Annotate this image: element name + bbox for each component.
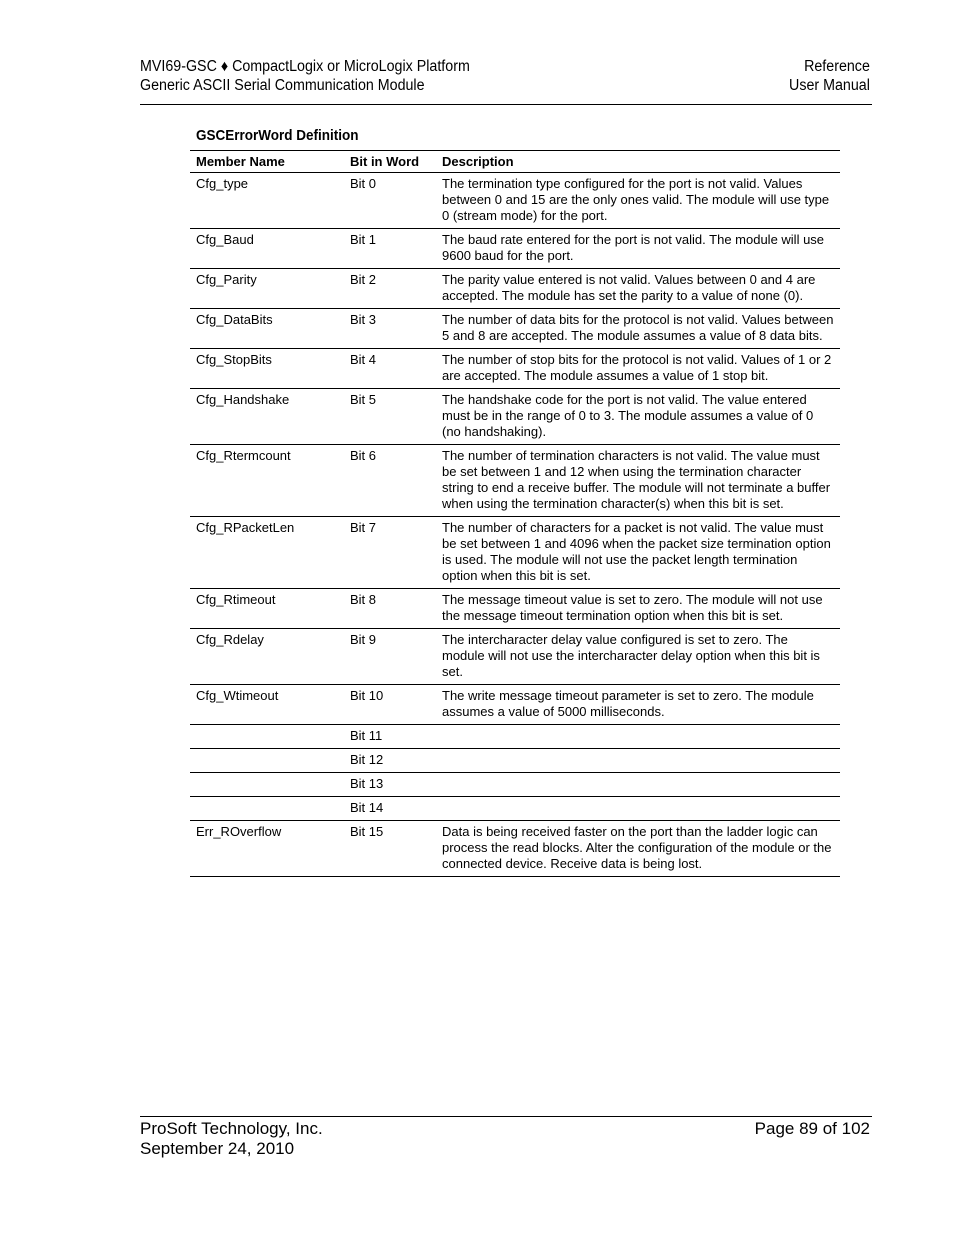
- description-cell: The number of termination characters is not valid. The value must be set between 1 and 12 when using the termination character string to end a receive buffer. The module will not terminate a buffer when using the termination character(s) when this bit is set.: [436, 445, 840, 517]
- member-name-cell: [190, 773, 344, 797]
- table-row: [190, 685, 840, 725]
- description-cell: The baud rate entered for the port is not valid. The module will use 9600 baud for the port.: [436, 229, 840, 269]
- description-cell: Data is being received faster on the port than the ladder logic can process the read blocks. Alter the configuration of the module or the connected device. Receive data is being lost.: [436, 821, 840, 877]
- member-name-cell: [190, 797, 344, 821]
- bit-cell: Bit 10: [344, 685, 436, 725]
- footer-date: September 24, 2010: [140, 1139, 295, 1158]
- member-name-cell: Cfg_Parity: [190, 269, 344, 309]
- section-title: GSCErrorWord Definition: [196, 127, 359, 144]
- bit-cell: Bit 8: [344, 589, 436, 629]
- member-name-cell: Cfg_Wtimeout: [190, 685, 344, 725]
- bit-cell: Bit 1: [344, 229, 436, 269]
- member-name-cell: Cfg_StopBits: [190, 349, 344, 389]
- member-name-cell: Cfg_DataBits: [190, 309, 344, 349]
- description-cell: The write message timeout parameter is set to zero. The module assumes a value of 5000 milliseconds.: [436, 685, 840, 725]
- description-cell: The message timeout value is set to zero. The module will not use the message timeout termination option when this bit is set.: [436, 589, 840, 629]
- bit-cell: Bit 5: [344, 389, 436, 445]
- table-row: [190, 589, 840, 629]
- header-left: [140, 57, 470, 95]
- header-right: [789, 57, 870, 95]
- header-section: Reference: [804, 58, 870, 75]
- member-name-cell: Cfg_Baud: [190, 229, 344, 269]
- table-row: [190, 389, 840, 445]
- description-cell: The handshake code for the port is not valid. The value entered must be in the range of 0 to 3. The module assumes a value of 0 (no handshaking).: [436, 389, 840, 445]
- member-name-cell: Cfg_Rtermcount: [190, 445, 344, 517]
- bit-cell: Bit 12: [344, 749, 436, 773]
- table-row: [190, 749, 840, 773]
- bit-cell: Bit 4: [344, 349, 436, 389]
- bit-cell: Bit 2: [344, 269, 436, 309]
- description-cell: [436, 725, 840, 749]
- member-name-cell: [190, 749, 344, 773]
- table-row: [190, 445, 840, 517]
- bit-cell: Bit 11: [344, 725, 436, 749]
- table-row: [190, 517, 840, 589]
- bit-cell: Bit 0: [344, 173, 436, 229]
- header-module-line: Generic ASCII Serial Communication Module: [140, 77, 425, 94]
- column-header-bit: Bit in Word: [344, 151, 436, 173]
- bit-cell: Bit 9: [344, 629, 436, 685]
- footer-page-number: Page 89 of 102: [754, 1119, 870, 1138]
- table-row: [190, 797, 840, 821]
- table-row: [190, 725, 840, 749]
- member-name-cell: Cfg_Handshake: [190, 389, 344, 445]
- column-header-member: Member Name: [190, 151, 344, 173]
- table-header-row: [190, 151, 840, 173]
- table-row: [190, 173, 840, 229]
- description-cell: The number of stop bits for the protocol is not valid. Values of 1 or 2 are accepted. The module assumes a value of 1 stop bit.: [436, 349, 840, 389]
- bit-cell: Bit 3: [344, 309, 436, 349]
- description-cell: The parity value entered is not valid. Values between 0 and 4 are accepted. The module has set the parity to a value of none (0).: [436, 269, 840, 309]
- description-cell: The number of data bits for the protocol is not valid. Values between 5 and 8 are accepted. The module assumes a value of 8 data bits.: [436, 309, 840, 349]
- bit-cell: Bit 13: [344, 773, 436, 797]
- bit-cell: Bit 14: [344, 797, 436, 821]
- member-name-cell: Cfg_Rdelay: [190, 629, 344, 685]
- header-doc-type: User Manual: [789, 77, 870, 94]
- description-cell: [436, 773, 840, 797]
- table-body: [190, 173, 840, 877]
- description-cell: The number of characters for a packet is not valid. The value must be set between 1 and 4096 when the packet size termination option is used. The module will not use the packet length termination option when this bit is set.: [436, 517, 840, 589]
- member-name-cell: Err_ROverflow: [190, 821, 344, 877]
- member-name-cell: Cfg_RPacketLen: [190, 517, 344, 589]
- table-row: [190, 269, 840, 309]
- description-cell: The termination type configured for the port is not valid. Values between 0 and 15 are the only ones valid. The module will use type 0 (stream mode) for the port.: [436, 173, 840, 229]
- bit-cell: Bit 6: [344, 445, 436, 517]
- table-row: [190, 349, 840, 389]
- table-row: [190, 229, 840, 269]
- table-row: [190, 773, 840, 797]
- footer-company: ProSoft Technology, Inc.: [140, 1119, 323, 1138]
- bit-cell: Bit 15: [344, 821, 436, 877]
- footer-divider: [140, 1116, 872, 1117]
- header-product-line: MVI69-GSC ♦ CompactLogix or MicroLogix Platform: [140, 58, 470, 75]
- table-row: [190, 309, 840, 349]
- member-name-cell: [190, 725, 344, 749]
- member-name-cell: Cfg_type: [190, 173, 344, 229]
- header-divider: [140, 104, 872, 105]
- member-name-cell: Cfg_Rtimeout: [190, 589, 344, 629]
- column-header-description: Description: [436, 151, 840, 173]
- error-word-table: [190, 150, 840, 877]
- description-cell: [436, 797, 840, 821]
- description-cell: The intercharacter delay value configured is set to zero. The module will not use the intercharacter delay option when this bit is set.: [436, 629, 840, 685]
- bit-cell: Bit 7: [344, 517, 436, 589]
- description-cell: [436, 749, 840, 773]
- footer-left: [140, 1119, 323, 1159]
- table-row: [190, 629, 840, 685]
- table-row: [190, 821, 840, 877]
